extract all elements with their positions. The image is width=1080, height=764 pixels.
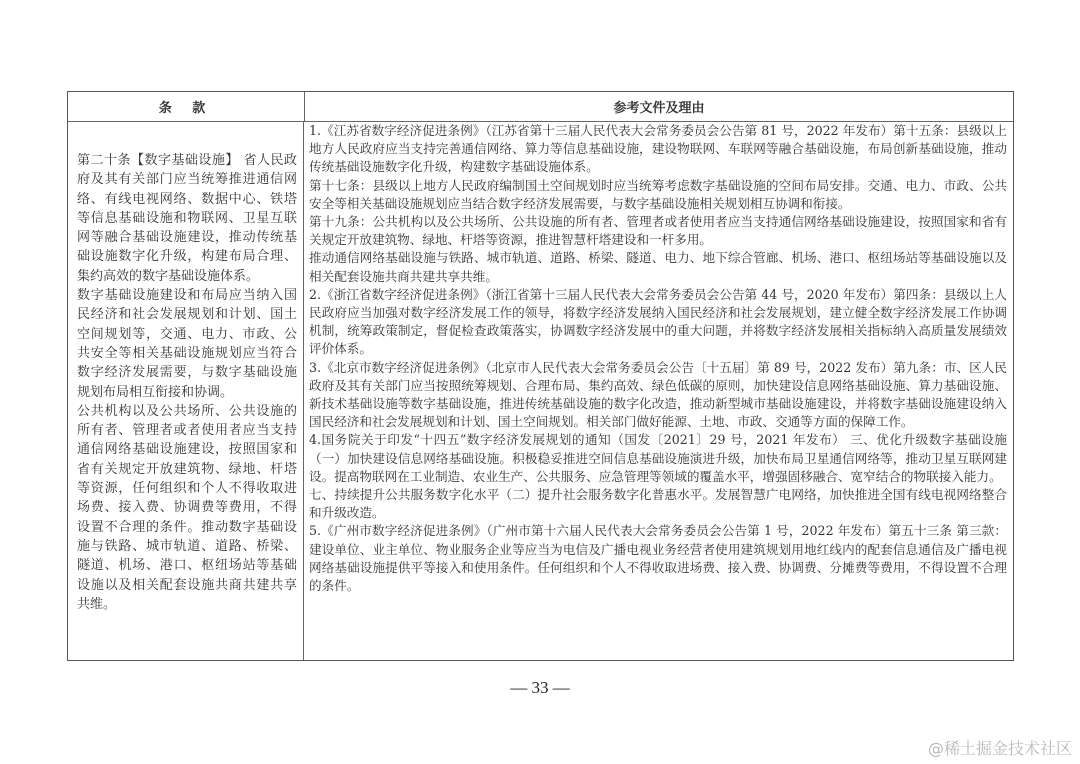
reference-paragraph: 推动通信网络基础设施与铁路、城市轨道、道路、桥梁、隧道、电力、地下综合管廊、机场、港口、枢纽场站等基础设施以及相关配套设施共商共建共享共维。 [309, 250, 1007, 284]
header-clause: 条 款 [68, 92, 305, 121]
clause-cell [68, 121, 304, 660]
reference-paragraph: 5.《广州市数字经济促进条例》（广州市第十六届人民代表大会常务委员会公告第 1 号，2022 年发布）第五十三条 第三款：建设单位、业主单位、物业服务企业等应当为电信及广播电视业务经营者使用建筑规划用地红线内的配套信息通信及广播电视网络基础设施提供平等接入和使用条件。任何组织和个人不得收取进场费、接入费、协调费、分摊费等费用，不得设置不合理的条件。 [309, 523, 1007, 594]
reference-paragraph: 3.《北京市数字经济促进条例》（北京市人民代表大会常务委员会公告〔十五届〕第 89 号，2022 发布）第九条：市、区人民政府及其有关部门应当按照统筹规划、合理布局、集约高效、绿色低碳的原则，加快建设信息网络基础设施、算力基础设施、新技术基础设施等数字基础设施，推进传统基础设施的数字化改造，推动新型城市基础设施建设，并将数字基础设施建设纳入国民经济和社会发展规划和计划、国土空间规划。相关部门做好能源、土地、市政、交通等方面的保障工作。 [309, 359, 1007, 430]
reference-paragraph: 2.《浙江省数字经济促进条例》（浙江省第十三届人民代表大会常务委员会公告第 44 号，2020 年发布）第四条：县级以上人民政府应当加强对数字经济发展工作的领导，将数字经济发展纳入国民经济和社会发展规划，建立健全数字经济发展工作协调机制，统筹政策制定，督促检查政策落实，协调数字经济发展中的重大问题，并将数字经济发展相关指标纳入高质量发展绩效评价体系。 [309, 286, 1007, 357]
table-header-row [68, 92, 1013, 122]
reference-paragraph: 1.《江苏省数字经济促进条例》（江苏省第十三届人民代表大会常务委员会公告第 81 号，2022 年发布）第十五条：县级以上地方人民政府应当支持完善通信网络、算力等信息基础设施，建设物联网、车联网等融合基础设施，布局创新基础设施，推动传统基础设施数字化升级，构建数字基础设施体系。 [309, 123, 1007, 175]
clause-paragraph: 第二十条【数字基础设施】 省人民政府及其有关部门应当统筹推进通信网络、有线电视网络、数据中心、铁塔等信息基础设施和物联网、卫星互联网等融合基础设施建设，推动传统基础设施数字化升级，构建布局合理、集约高效的数字基础设施体系。 [77, 153, 297, 284]
reference-paragraph: 第十九条：公共机构以及公共场所、公共设施的所有者、管理者或者使用者应当支持通信网络基础设施建设，按照国家和省有关规定开放建筑物、绿地、杆塔等资源，推进智慧杆塔建设和一杆多用。 [309, 214, 1007, 248]
watermark: @稀土掘金技术社区 [927, 739, 1072, 758]
reference-paragraph: 第十七条：县级以上地方人民政府编制国土空间规划时应当统筹考虑数字基础设施的空间布局安排。交通、电力、市政、公共安全等相关基础设施规划应当结合数字经济发展需要，与数字基础设施相关规划相互协调和衔接。 [309, 177, 1007, 211]
clause-paragraph: 数字基础设施建设和布局应当纳入国民经济和社会发展规划和计划、国土空间规划等，交通、电力、市政、公共安全等相关基础设施规划应当符合数字经济发展需要，与数字基础设施规划布局相互衔接和协调。 [77, 288, 297, 400]
reference-paragraph: 七、持续提升公共服务数字化水平（二）提升社会服务数字化普惠水平。发展智慧广电网络，加快推进全国有线电视网络整合和升级改造。 [309, 487, 1007, 521]
page-number: — 33 — [510, 678, 570, 697]
table-row [68, 121, 1013, 660]
reference-paragraph: 4.国务院关于印发“十四五”数字经济发展规划的通知（国发〔2021〕29 号，2021 年发布） 三、优化升级数字基础设施（一）加快建设信息网络基础设施。积极稳妥推进空间信息基础设施演进升级，加快布局卫星通信网络等，推动卫星互联网建设。提高物联网在工业制造、农业生产、公共服务、应急管理等领域的覆盖水平，增强固移融合、宽窄结合的物联接入能力。 [309, 432, 1007, 484]
references-cell [304, 121, 1013, 660]
regulation-table [67, 91, 1014, 661]
clause-paragraph: 公共机构以及公共场所、公共设施的所有者、管理者或者使用者应当支持通信网络基础设施建设，按照国家和省有关规定开放建筑物、绿地、杆塔等资源，任何组织和个人不得收取进场费、接入费、协调费等费用，不得设置不合理的条件。推动数字基础设施与铁路、城市轨道、道路、桥梁、隧道、机场、港口、枢纽场站等基础设施以及相关配套设施共商共建共享共维。 [77, 403, 297, 612]
header-references: 参考文件及理由 [613, 101, 705, 116]
